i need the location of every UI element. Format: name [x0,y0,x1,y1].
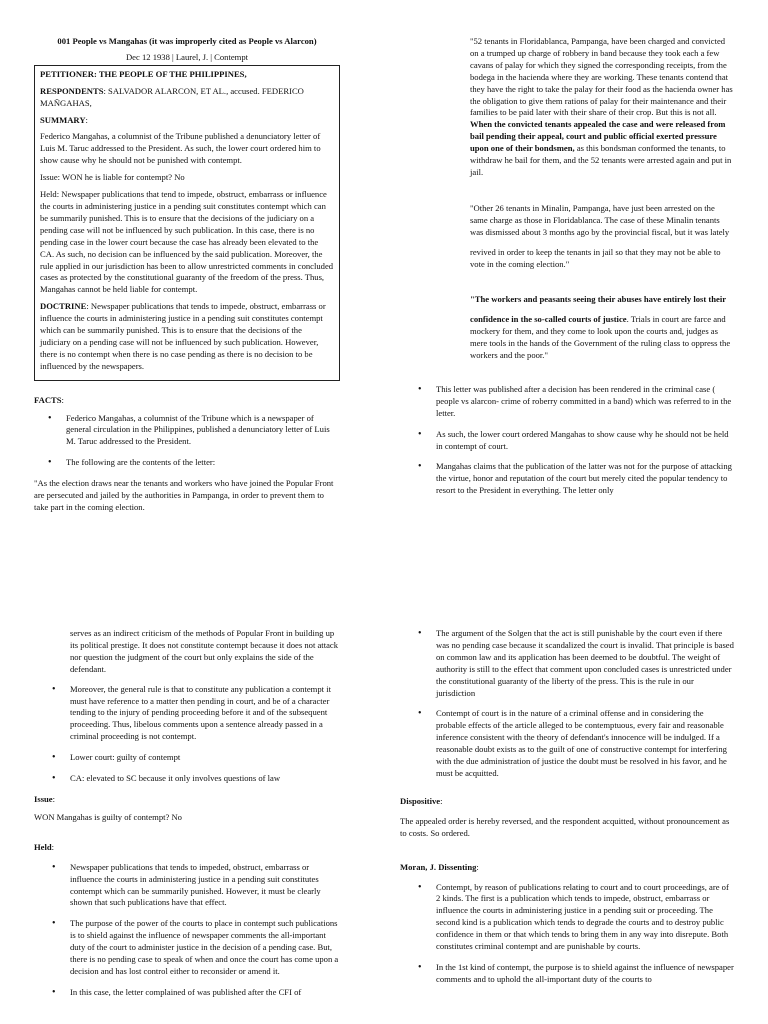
dispositive-text: The appealed order is hereby reversed, and the respondent acquitted, without pronouncement as to costs. So ordered. [400,815,730,838]
facts-list-continued [416,384,734,497]
dissent-list [416,882,734,986]
left-top-page [34,36,340,522]
held-list-continued [416,628,734,780]
letter-quote-4b: confidence in the so-called courts of justice. Trials in court are farce and mockery for them, and they come to look upon the courts and, judges as mere tools in the hands of the Government of the ruling class to oppress the workers and the poor." [470,314,731,361]
summary-text: Federico Mangahas, a columnist of the Tribune published a denunciatory letter of Luis M. Taruc addressed to the President. As such, the lower court ordered him to show cause why he should not be punished with contempt. [40,131,321,166]
list-item: • CA: elevated to SC because it only involves questions of law [50,773,340,785]
right-top-page [400,36,734,506]
summary-held: Held: Newspaper publications that tend to impede, obstruct, embarrass or influence the courts in administering justice in a pending suit constitutes contempt which can be summarily punished. This is to ensure that the decisions of the judiciary on a pending case will not be influenced by such publication. In this case, there is no pending case in the lower court because the case has already been elevated to the CA. As such, no decision can be influenced by the said publication. Moreover, the rule applied in our jurisdiction has been to allow unrestricted comments in concluded cases as protected by the constitutional guaranty of the freedom of the press. Thus, Mangahas cannot be held liable for contempt. [40,189,334,295]
list-item: • The purpose of the power of the courts to place in contempt such publications is to shield against the influence of newspaper comments the all-important duty of the court to administer justice in the decision of a pending case. But, there is no pending case to speak of when and once the court has come upon a decision and has lost control either to reconsider or amend it. [50,918,340,978]
letter-quote-3b: revived in order to keep the tenants in jail so that they may not be able to vote in the coming election." [470,246,721,269]
case-date-line: Dec 12 1938 | Laurel, J. | Contempt [125,51,249,62]
dispositive-heading: Dispositive: [400,795,443,806]
respondents-line: RESPONDENTS: SALVADOR ALARCON, ET AL., accused. FEDERICO MAÑGAHAS, [40,85,304,108]
facts-list-more [50,684,340,785]
list-item: • The following are the contents of the letter: [46,457,340,469]
list-item: • Lower court: guilty of contempt [50,752,340,764]
list-item: • Moreover, the general rule is that to constitute any publication a contempt it must have reference to a matter then pending in court, and be of a character tending to the injury of pending proceeding before it and of the subsequent proceeding. Thus, libelous comments upon a sentence already passed in a criminal proceeding is not contempt. [50,684,340,744]
list-item: • Newspaper publications that tends to impeded, obstruct, embarrass or influence the courts in administering justice in a pending suit constitutes contempt which can be summarily punished. However, it must be clearly shown that such publications have that effect. [50,862,340,910]
facts-continued-text: serves as an indirect criticism of the methods of Popular Front in building up its political prestige. It does not constitute contempt because it does not attack nor question the judgment of the court but only explains the side of the defendant. [70,628,339,674]
issue-text: WON Mangahas is guilty of contempt? No [34,811,182,822]
dissent-heading: Moran, J. Dissenting: [400,861,479,872]
list-item: • This letter was published after a decision has been rendered in the criminal case ( people vs alarcon- crime of roberry committed in a band) which was referred to in the letter. [416,384,734,420]
left-bottom-page [34,628,340,1008]
case-title: 001 People vs Mangahas (it was improperly cited as People vs Alarcon) [57,36,317,46]
petitioner-line: PETITIONER: THE PEOPLE OF THE PHILIPPINES, [40,68,247,79]
summary-heading: SUMMARY: [40,114,88,125]
letter-quotes [470,36,734,362]
list-item: • Contempt, by reason of publications relating to court and to court proceedings, are of 2 kinds. The first is a publication which tends to impede, obstruct, embarrass or influence the courts in administering justice in a pending suit or proceeding. The second kind is a publication which tends to degrade the courts and to destroy public confidence in them or that which tends to bring them in any way into disrepute. Both constitutes criminal contempt and are punishable by courts. [416,882,734,953]
summary-issue: Issue: WON he is liable for contempt? No [40,172,185,183]
issue-heading: Issue: [34,793,56,804]
held-heading: Held: [34,841,55,852]
case-summary-box [34,65,340,381]
facts-list [46,413,340,470]
letter-quote-2: "52 tenants in Floridablanca, Pampanga, have been charged and convicted on a trumped up charge of robbery in band because they took each a few cavans of palay for which they signed the corresponding receipts, from the bodega in the hacienda where they are working. These tenants contend that they have the right to take the palay for their food as the hacienda owner has the obligation to give them rations of palay for their maintenance and their families to be paid later with their share of their crop. But this is not all. When the convicted tenants appealed the case and were released from bail pending their appeal, court and public official exerted pressure upon one of their bondsmen, as this bondsman conformed the tenants, to withdraw he bail for them, and the 52 tenants were arrested again and put in jail. [470,36,733,177]
held-list [50,862,340,999]
list-item: • As such, the lower court ordered Mangahas to show cause why he should not be held in contempt of court. [416,429,734,453]
list-item: • Mangahas claims that the publication of the latter was not for the purpose of attacking the virtue, honor and reputation of the court but merely cited the popular tendency to resort to the President in everything. The letter only [416,461,734,497]
list-item: • Federico Mangahas, a columnist of the Tribune which is a newspaper of general circulation in the Philippines, published a denunciatory letter of Luis M. Taruc addressed to the President. [46,413,340,449]
list-item: • In this case, the letter complained of was published after the CFI of [50,987,340,999]
list-item: • The argument of the Solgen that the act is still punishable by the court even if there was no pending case because it scandalized the court is invalid. That principle is based on common law and its application has been deemed to be doubtful. The weight of authority is still to the effect that comment upon concluded cases is unrestricted under the constitutional guaranty of the liberty of the press. This is the rule in our jurisdiction [416,628,734,699]
right-bottom-page [400,628,734,995]
list-item: • Contempt of court is in the nature of a criminal offense and in considering the probable effects of the article alleged to be contemptuous, every fair and reasonable inference consistent with the theory of defendant's innocence will be indulged. If a reasonable doubt exists as to the guilt of one of constructive contempt for interfering with the due administration of justice the doubt must be resolved in his favor, and he must be acquitted. [416,708,734,779]
letter-quote-4: "The workers and peasants seeing their abuses have entirely lost their [470,294,727,305]
list-item: • In the 1st kind of contempt, the purpose is to shield against the influence of newspaper comments and to uphold the all-important duty of the courts to [416,962,734,986]
letter-quote-1: "As the election draws near the tenants and workers who have joined the Popular Front are persecuted and jailed by the authorities in Pampanga, in order to prevent them to take part in the coming election. [34,478,334,512]
doctrine-text: DOCTRINE: Newspaper publications that tends to impede, obstruct, embarrass or influence the courts in administering justice in a pending suit constitutes contempt which can be summarily punished. This is to ensure that the decisions of the judiciary on a pending case will not be influenced by such publication. However, there is no contempt when there is no case pending as there is no decision to be influenced by the newspapers. [40,301,326,371]
facts-heading: FACTS: [34,394,64,405]
letter-quote-3: "Other 26 tenants in Minalin, Pampanga, have just been arrested on the same charge as those in Floridablanca. The case of these Minalin tenants was dismissed about 3 months ago by the provincial fiscal, but it was lately [470,202,730,237]
